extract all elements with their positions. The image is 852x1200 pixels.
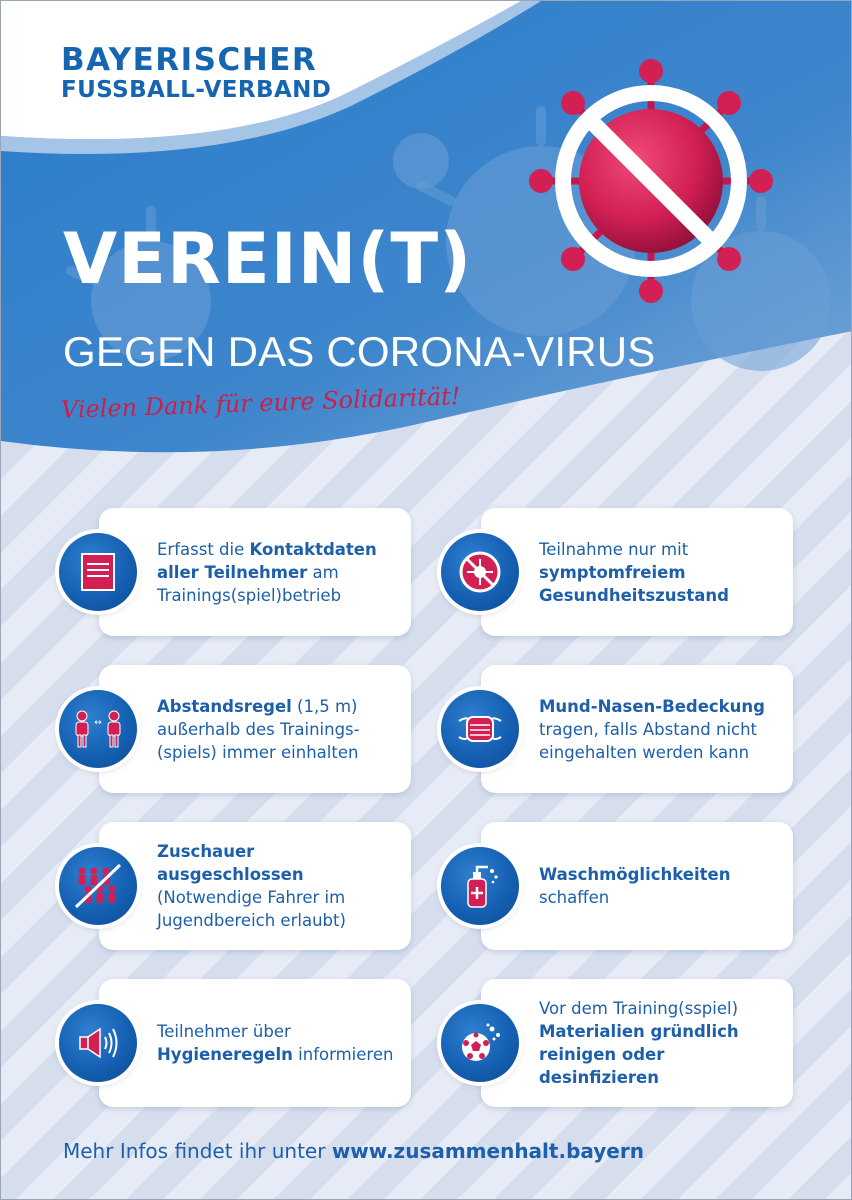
sanitizer-icon <box>441 847 519 925</box>
card-text-line <box>157 909 399 932</box>
card-text-line <box>539 561 781 584</box>
footer-link[interactable]: www.zusammenhalt.bayern <box>331 1139 644 1163</box>
logo-line-2: FUSSBALL-VERBAND <box>61 77 332 103</box>
card-text <box>157 508 399 636</box>
bold-text: Waschmöglichkeiten <box>539 865 731 884</box>
text: schaffen <box>539 888 610 907</box>
footer-prefix: Mehr Infos findet ihr unter <box>63 1139 332 1163</box>
bold-text: Abstandsregel <box>157 696 292 716</box>
card-symptom-free <box>481 508 793 636</box>
no-spectators-icon <box>59 847 137 925</box>
card-text-line <box>157 584 399 607</box>
text: (Notwendige Fahrer im <box>157 888 346 907</box>
crossed-virus-icon <box>521 51 781 311</box>
bold-text: Materialien gründlich <box>539 1022 739 1041</box>
page-subtitle: GEGEN DAS CORONA-VIRUS <box>63 328 656 375</box>
card-text <box>539 979 781 1107</box>
bold-text: Kontaktdaten <box>249 539 377 559</box>
card-text-line <box>539 997 781 1020</box>
card-text-line <box>157 1043 399 1066</box>
card-text-line <box>157 695 399 718</box>
megaphone-icon <box>59 1004 137 1082</box>
card-disinfect-materials <box>481 979 793 1107</box>
bold-text: Hygieneregeln <box>157 1045 293 1064</box>
card-contact-data <box>99 508 411 636</box>
text: Trainings(spiel)betrieb <box>157 585 342 605</box>
face-mask-icon <box>441 690 519 768</box>
text: informieren <box>292 1045 394 1064</box>
card-text-line <box>539 863 781 886</box>
card-text <box>539 665 781 793</box>
card-text-line <box>157 561 399 584</box>
card-text-line <box>157 538 399 561</box>
card-text <box>157 822 399 950</box>
bold-text: Gesundheitszustand <box>539 585 729 605</box>
bfv-logo <box>61 42 332 103</box>
card-face-mask <box>481 665 793 793</box>
card-text-line <box>157 741 399 764</box>
text: außerhalb des Trainings- <box>157 719 360 739</box>
page-title: VEREIN(T) <box>63 218 473 300</box>
text: Erfasst die <box>157 539 250 559</box>
card-text-line <box>539 538 781 561</box>
svg-text:↔: ↔ <box>94 718 102 728</box>
text: Teilnahme nur mit <box>539 539 689 559</box>
distance-people-icon <box>59 690 137 768</box>
text: Teilnehmer über <box>157 1022 291 1041</box>
text: eingehalten werden kann <box>539 742 750 762</box>
card-wash-facilities <box>481 822 793 950</box>
card-text-line <box>157 1020 399 1043</box>
card-distance-rule <box>94 665 411 793</box>
card-text <box>157 979 399 1107</box>
text: (1,5 m) <box>291 696 358 716</box>
card-hygiene-rules <box>99 979 411 1107</box>
card-text <box>539 508 781 636</box>
thanks-message: Vielen Dank für eure Solidarität! <box>60 382 461 424</box>
card-text-line <box>157 840 399 886</box>
text: Vor dem Training(sspiel) <box>539 999 739 1018</box>
card-text <box>539 822 781 950</box>
card-text-line <box>539 584 781 607</box>
text: am <box>307 562 339 582</box>
card-text-line <box>157 886 399 909</box>
bold-text: reinigen oder desinfizieren <box>539 1045 665 1087</box>
card-text-line <box>539 1020 781 1043</box>
card-no-spectators <box>99 822 411 950</box>
ball-disinfect-icon <box>441 1004 519 1082</box>
bold-text: Mund-Nasen-Bedeckung <box>539 696 765 716</box>
card-text-line <box>157 718 399 741</box>
card-text-line <box>539 695 781 718</box>
document-icon <box>59 533 137 611</box>
bold-text: Zuschauer ausgeschlossen <box>157 842 304 884</box>
text: Jugendbereich erlaubt) <box>157 911 346 930</box>
bold-text: symptomfreiem <box>539 562 686 582</box>
card-text <box>157 665 399 793</box>
no-virus-icon <box>441 533 519 611</box>
card-text-line <box>539 718 781 741</box>
bold-text: aller Teilnehmer <box>157 562 308 582</box>
text: tragen, falls Abstand nicht <box>539 719 758 739</box>
card-text-line <box>539 886 781 909</box>
logo-line-1: BAYERISCHER <box>61 42 318 78</box>
text: (spiels) immer einhalten <box>157 742 359 762</box>
card-text-line <box>539 741 781 764</box>
card-text-line <box>539 1043 781 1089</box>
footer-info <box>63 1139 644 1163</box>
